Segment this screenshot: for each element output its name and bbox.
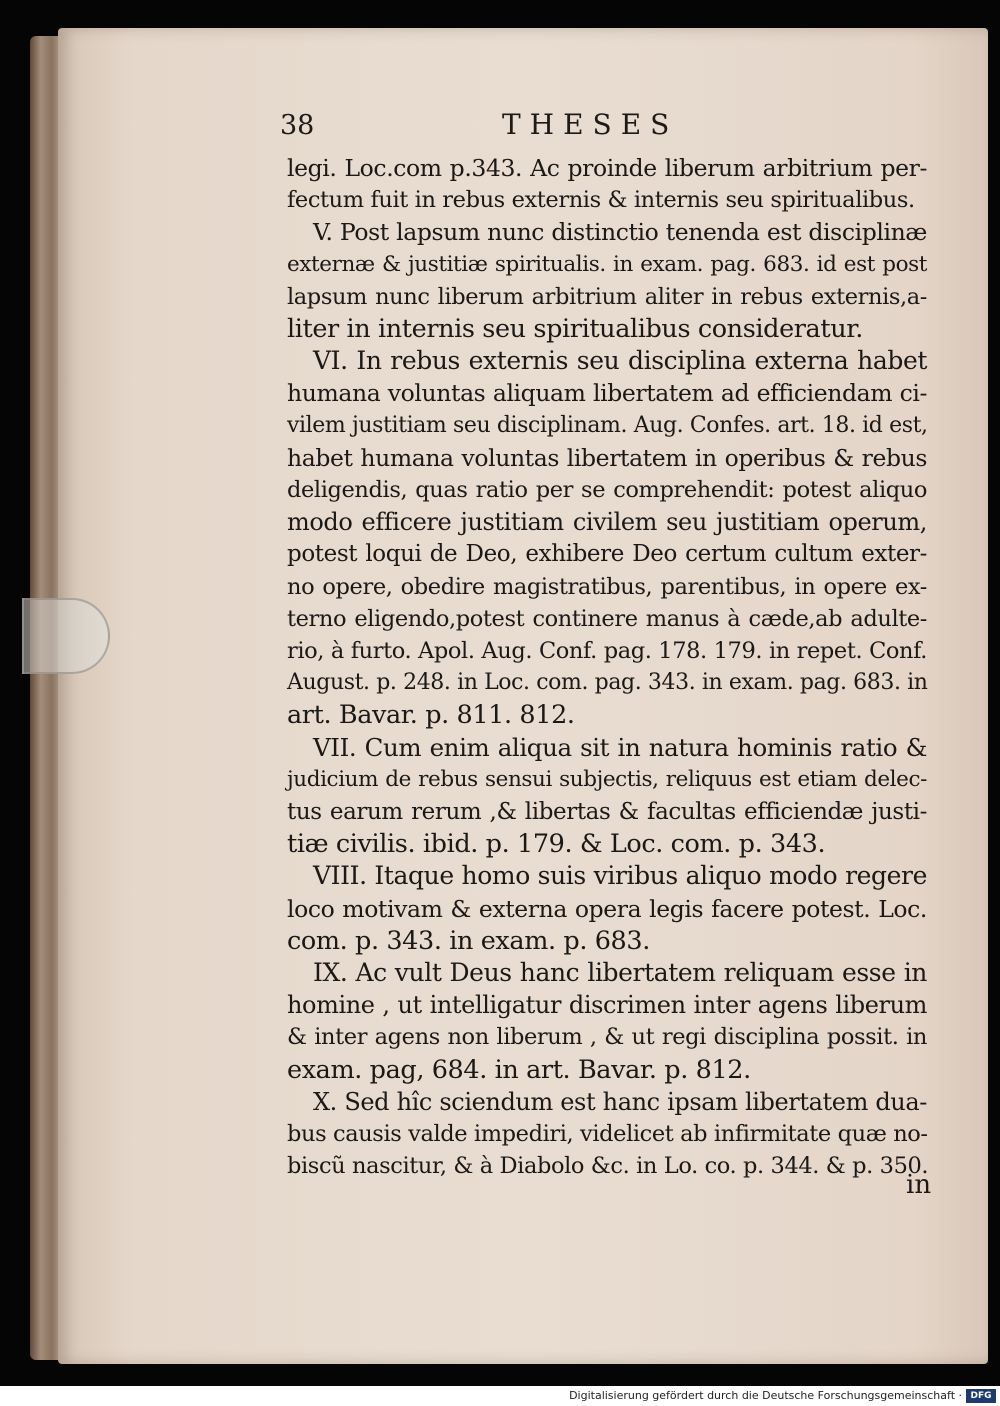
text-line: rio, à furto. Apol. Aug. Conf. pag. 178. 179. in repet. Conf. <box>287 638 927 665</box>
text-line: deligendis, quas ratio per se comprehendit: potest aliquo <box>287 477 927 504</box>
thesis-V-line: V. Post lapsum nunc distinctio tenenda est disciplinæ <box>313 218 927 247</box>
text-line: vilem justitiam seu disciplinam. Aug. Confes. art. 18. id est, <box>287 412 928 438</box>
funding-credit: Digitalisierung gefördert durch die Deutsche Forschungsgemeinschaft · <box>569 1389 962 1402</box>
text-line: potest loqui de Deo, exhibere Deo certum cultum exter- <box>287 541 927 568</box>
dfg-logo: DFG <box>966 1389 996 1403</box>
text-line: lapsum nunc liberum arbitrium aliter in rebus externis,a- <box>287 283 927 310</box>
text-line: habet humana voluntas libertatem in operibus & rebus <box>287 443 927 472</box>
footer-bar <box>0 1386 1000 1406</box>
text-line: no opere, obedire magistratibus, parentibus, in opere ex- <box>287 573 927 600</box>
text-line: bus causis valde impediri, videlicet ab infirmitate quæ no- <box>287 1121 928 1148</box>
catchword: in <box>906 1170 932 1200</box>
text-line: August. p. 248. in Loc. com. pag. 343. in exam. pag. 683. in <box>287 670 928 696</box>
text-line: exam. pag, 684. in art. Bavar. p. 812. <box>287 1054 751 1085</box>
running-title: THESES <box>502 108 679 141</box>
text-line: modo efficere justitiam civilem seu justitiam operum, <box>287 508 927 537</box>
text-line: legi. Loc.com p.343. Ac proinde liberum arbitrium per- <box>287 154 927 182</box>
page-tab-marker <box>22 598 110 674</box>
text-line: terno eligendo,potest continere manus à cæde,ab adulte- <box>287 605 927 632</box>
text-line: loco motivam & externa opera legis facere potest. Loc. <box>287 894 927 923</box>
page-header <box>280 108 680 148</box>
thesis-VI-line: VI. In rebus externis seu disciplina externa habet <box>313 346 927 376</box>
text-line: biscũ nascitur, & à Diabolo &c. in Lo. co. p. 344. & p. 350. <box>287 1153 929 1180</box>
text-line: judicium de rebus sensui subjectis, reliquus est etiam delec- <box>287 766 927 792</box>
body-text <box>287 152 927 1183</box>
text-line: humana voluntas aliquam libertatem ad efficiendam ci- <box>287 379 927 408</box>
thesis-VIII-line: VIII. Itaque homo suis viribus aliquo modo regere <box>313 861 927 891</box>
text-line: homine , ut intelligatur discrimen inter agens liberum <box>287 991 927 1020</box>
text-line: art. Bavar. p. 811. 812. <box>287 700 575 731</box>
text-line: & inter agens non liberum , & ut regi disciplina possit. in <box>287 1024 927 1051</box>
page-number: 38 <box>280 110 315 141</box>
text-line: tiæ civilis. ibid. p. 179. & Loc. com. p. 343. <box>287 829 826 860</box>
thesis-VII-line: VII. Cum enim aliqua sit in natura hominis ratio & <box>313 732 927 762</box>
thesis-X-line: X. Sed hîc sciendum est hanc ipsam libertatem dua- <box>313 1087 927 1116</box>
text-line: liter in internis seu spiritualibus consideratur. <box>287 314 863 345</box>
text-line: com. p. 343. in exam. p. 683. <box>287 925 650 956</box>
text-line: tus earum rerum ,& libertas & facultas efficiendæ justi- <box>287 799 927 826</box>
text-line: fectum fuit in rebus externis & internis seu spiritualibus. <box>287 187 915 214</box>
text-line: externæ & justitiæ spiritualis. in exam. pag. 683. id est post <box>287 251 927 277</box>
thesis-IX-line: IX. Ac vult Deus hanc libertatem reliquam esse in <box>313 958 927 988</box>
